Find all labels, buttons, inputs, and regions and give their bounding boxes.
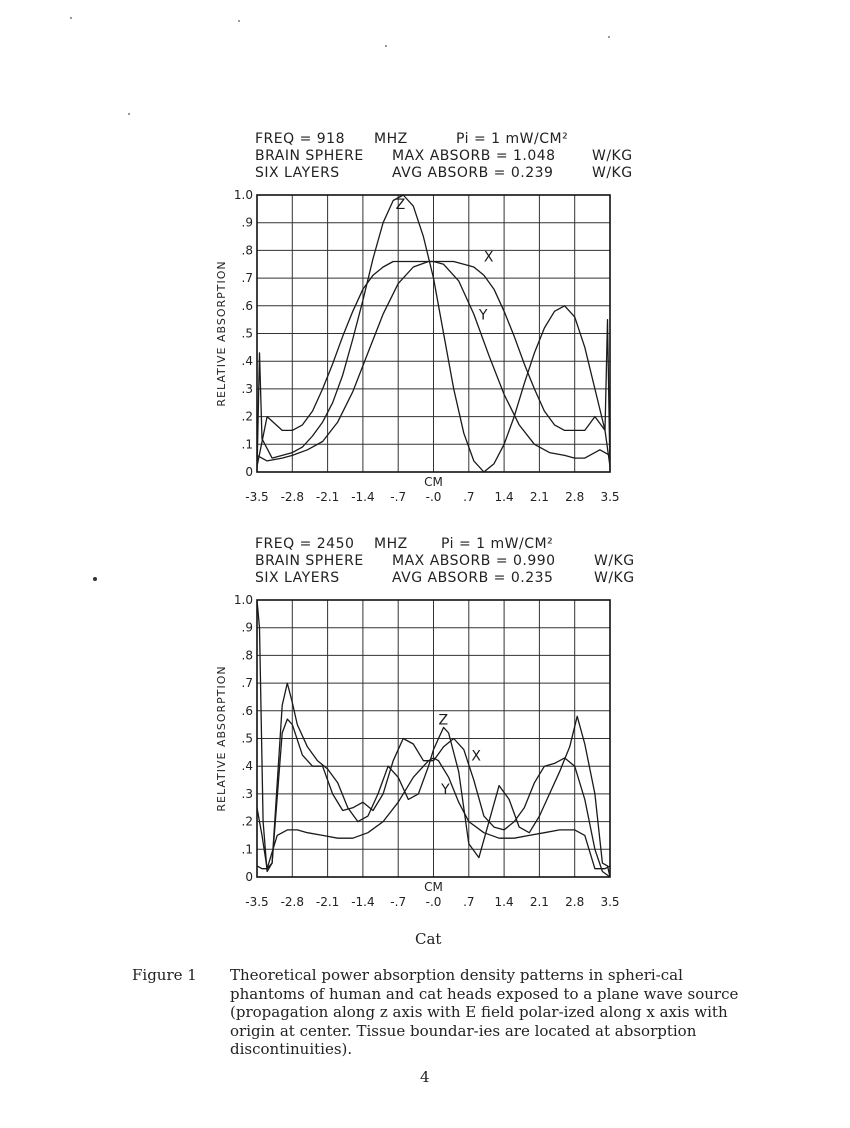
chart2-avg-absorb: AVG ABSORB = 0.235 <box>392 570 554 586</box>
y-tick-label: 1.0 <box>233 188 253 202</box>
x-tick-label: 1.4 <box>494 490 514 504</box>
chart2-model: BRAIN SPHERE <box>255 553 364 569</box>
y-tick-label: .9 <box>241 215 253 230</box>
y-tick-label: .2 <box>241 409 253 424</box>
y-tick-label: .7 <box>241 271 253 286</box>
scan-speck <box>93 577 97 581</box>
chart2-max-absorb: MAX ABSORB = 0.990 <box>392 553 556 569</box>
x-tick-label: -.7 <box>390 490 407 504</box>
chart1-avg-unit: W/KG <box>592 165 633 181</box>
x-tick-label: 2.1 <box>529 895 549 909</box>
chart1-max-absorb: MAX ABSORB = 1.048 <box>392 148 556 164</box>
chart2-incident-power: Pi = 1 mW/CM² <box>441 536 554 552</box>
grid <box>257 195 610 472</box>
x-axis-label: CM <box>424 880 443 894</box>
x-tick-label: -3.5 <box>245 490 269 504</box>
series-label-y: Y <box>441 781 450 798</box>
chart2-max-unit: W/KG <box>594 553 635 569</box>
y-tick-label: .3 <box>241 381 253 396</box>
figure-caption: Theoretical power absorption density patterns in spheri-cal phantoms of human and cat heads exposed to a plane wave source (propagation along z axis with E field polar-ized along x axis with origin at center. Tissue boundar-ies are located at absorption discontinuities). <box>230 966 739 1058</box>
x-tick-label: -.7 <box>390 895 407 909</box>
scan-speck <box>238 20 240 22</box>
y-tick-label: .4 <box>241 759 253 774</box>
y-tick-label: .2 <box>241 814 253 829</box>
x-tick-label: 3.5 <box>600 490 620 504</box>
x-tick-label: -.0 <box>425 895 442 909</box>
chart1-incident-power: Pi = 1 mW/CM² <box>456 131 569 147</box>
chart1-max-unit: W/KG <box>592 148 633 164</box>
y-tick-label: .7 <box>241 676 253 691</box>
x-tick-label: -2.1 <box>315 895 340 909</box>
y-tick-label: .1 <box>241 437 253 452</box>
x-tick-label: 1.4 <box>494 895 514 909</box>
chart1-plot <box>205 185 635 515</box>
x-tick-label: -3.5 <box>245 895 269 909</box>
y-tick-label: .8 <box>241 648 253 663</box>
x-tick-label: -2.8 <box>280 490 305 504</box>
chart2-plot <box>205 590 635 920</box>
grid <box>257 600 610 877</box>
series-label-z: Z <box>438 712 449 729</box>
x-tick-label: .7 <box>463 490 475 504</box>
y-tick-label: .5 <box>241 731 253 746</box>
x-tick-label: -1.4 <box>351 895 375 909</box>
chart2-freq: FREQ = 2450 <box>255 536 355 552</box>
chart1-model: BRAIN SPHERE <box>255 148 364 164</box>
page-number: 4 <box>420 1068 430 1086</box>
series-label-x: X <box>483 249 494 266</box>
x-tick-label: 3.5 <box>600 895 620 909</box>
x-tick-label: -2.1 <box>315 490 340 504</box>
x-tick-label: 2.8 <box>565 895 585 909</box>
scan-speck <box>385 45 387 47</box>
y-tick-label: 0 <box>245 870 253 884</box>
chart2-layers: SIX LAYERS <box>255 570 340 586</box>
x-tick-label: -2.8 <box>280 895 305 909</box>
series-label-z: Z <box>395 196 406 213</box>
y-tick-label: .9 <box>241 620 253 635</box>
y-axis-label: RELATIVE ABSORPTION <box>215 665 228 812</box>
x-tick-label: 2.1 <box>529 490 549 504</box>
x-tick-label: .7 <box>463 895 475 909</box>
chart1-freq-unit: MHZ <box>374 131 408 147</box>
series-label-x: X <box>471 748 481 765</box>
y-tick-label: .6 <box>241 703 253 718</box>
chart2-avg-unit: W/KG <box>594 570 635 586</box>
y-tick-label: .4 <box>241 354 253 369</box>
chart1-layers: SIX LAYERS <box>255 165 340 181</box>
scan-speck <box>608 36 610 38</box>
series-label-y: Y <box>478 307 488 324</box>
y-tick-label: .8 <box>241 243 253 258</box>
y-tick-label: 1.0 <box>233 593 253 607</box>
subject-label: Cat <box>415 930 442 948</box>
chart1-freq: FREQ = 918 <box>255 131 345 147</box>
y-tick-label: .5 <box>241 326 253 341</box>
x-tick-label: -1.4 <box>351 490 375 504</box>
chart1-svg <box>205 185 635 515</box>
figure-label: Figure 1 <box>132 966 197 984</box>
scan-speck <box>128 113 130 115</box>
chart2-freq-unit: MHZ <box>374 536 408 552</box>
y-tick-label: .3 <box>241 786 253 801</box>
chart2-svg <box>205 590 635 920</box>
x-axis-label: CM <box>424 475 443 489</box>
scan-speck <box>70 17 72 19</box>
y-tick-label: .1 <box>241 842 253 857</box>
y-tick-label: .6 <box>241 298 253 313</box>
x-tick-label: -.0 <box>425 490 442 504</box>
y-tick-label: 0 <box>245 465 253 479</box>
y-axis-label: RELATIVE ABSORPTION <box>215 260 228 407</box>
x-tick-label: 2.8 <box>565 490 585 504</box>
chart1-avg-absorb: AVG ABSORB = 0.239 <box>392 165 554 181</box>
